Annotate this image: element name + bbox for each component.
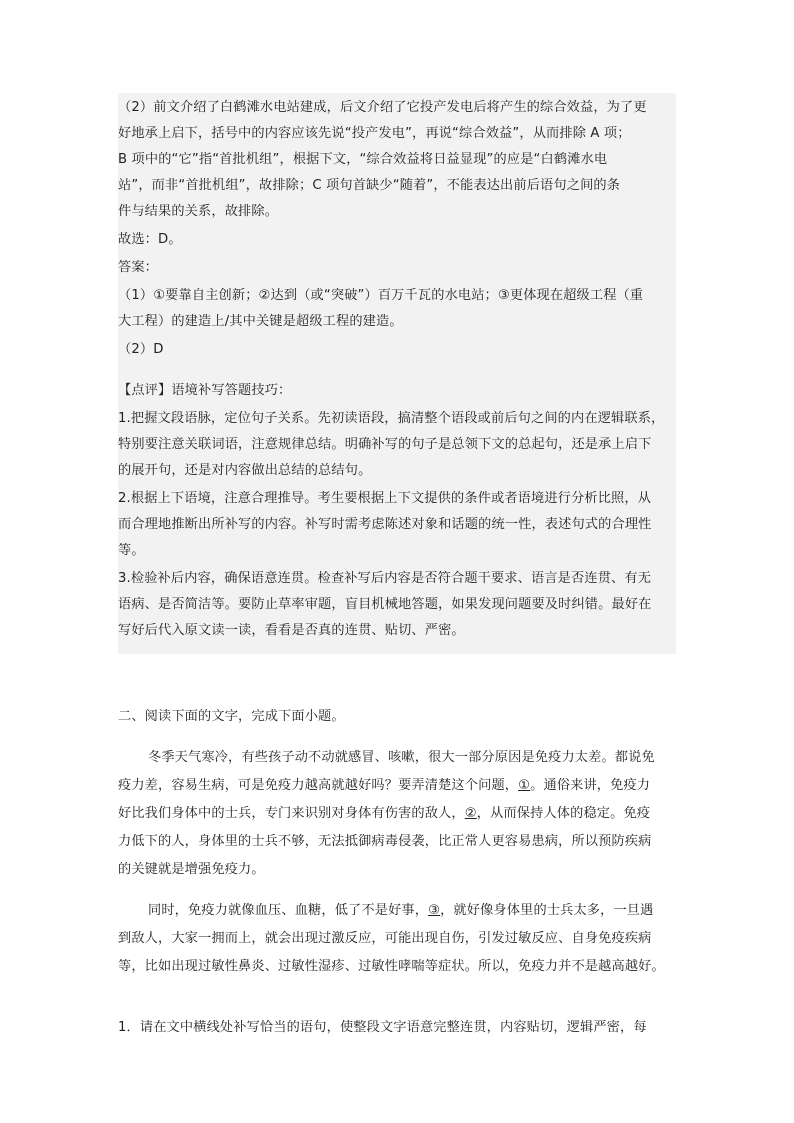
answer-line: 大工程）的建造上/其中关键是超级工程的建造。	[118, 314, 403, 329]
question-1: 1．请在文中横线处补写恰当的语句，使整段文字语意完整连贯，内容贴切，逻辑严密，每	[118, 1020, 647, 1035]
passage-text: ，就好像身体里的士兵太多，一旦遇	[440, 903, 654, 918]
tips-line: 而合理地推断出所补写的内容。补写时需考虑陈述对象和话题的统一性，表述句式的合理性	[118, 517, 652, 532]
blank-marker-1: ①	[518, 778, 531, 793]
passage-line: 的关键就是增强免疫力。	[118, 862, 265, 877]
analysis-line: 好地承上启下，括号中的内容应该先说“投产发电”，再说“综合效益”，从而排除 A 项；	[118, 126, 631, 141]
tips-line: 2.根据上下语境，注意合理推导。考生要根据上下文提供的条件或者语境进行分析比照，从	[118, 491, 652, 506]
passage-line: 到敌人，大家一拥而上，就会出现过激反应，可能出现自伤，引发过敏反应、自身免疫疾病	[118, 931, 652, 946]
passage-line	[148, 898, 653, 924]
passage-line	[118, 801, 650, 827]
passage-line: 力低下的人，身体里的士兵不够，无法抵御病毒侵袭，比正常人更容易患病，所以预防疾病	[118, 834, 652, 849]
answer-line: （2）D	[118, 342, 164, 357]
blank-marker-2: ②	[464, 806, 477, 821]
passage-line	[118, 773, 650, 799]
tips-heading: 【点评】语境补写答题技巧：	[118, 383, 292, 398]
passage-line: 冬季天气寒冷，有些孩子动不动就感冒、咳嗽，很大一部分原因是免疫力太差。都说免	[148, 750, 655, 765]
choice-line: 故选：D。	[118, 232, 182, 247]
passage-line: 等，比如出现过敏性鼻炎、过敏性湿疹、过敏性哮喘等症状。所以，免疫力并不是越高越好。	[118, 959, 665, 974]
passage-text: 疫力差，容易生病，可是免疫力越高就越好吗？要弄清楚这个问题，	[118, 778, 519, 793]
tips-line: 3.检验补后内容，确保语意连贯。检查补写后内容是否符合题干要求、语言是否连贯、有无	[118, 571, 652, 586]
answer-label: 答案：	[118, 260, 159, 275]
answer-line: （1）①要靠自主创新；②达到（或“突破”）百万千瓦的水电站；③更体现在超级工程（重	[118, 288, 644, 303]
passage-text: 好比我们身体中的士兵，专门来识别对身体有伤害的敌人，	[118, 806, 465, 821]
analysis-line: B 项中的“它”指“首批机组”，根据下文，“综合效益将日益显现”的应是“白鹤滩水电	[118, 152, 608, 167]
tips-line: 的展开句，还是对内容做出总结的总结句。	[118, 463, 372, 478]
passage-text: 同时，免疫力就像血压、血糖，低了不是好事，	[148, 903, 429, 918]
analysis-line: 件与结果的关系，故排除。	[118, 204, 279, 219]
analysis-line: 站”，而非“首批机组”，故排除；C 项句首缺少“随着”，不能表达出前后语句之间的条	[118, 178, 621, 193]
passage-text: ，从而保持人体的稳定。免疫	[476, 806, 651, 821]
blank-marker-3: ③	[428, 903, 441, 918]
tips-line: 1.把握文段语脉，定位句子关系。先初读语段，搞清整个语段或前后句之间的内在逻辑联系，	[118, 411, 665, 426]
analysis-line: （2）前文介绍了白鹤滩水电站建成，后文介绍了它投产发电后将产生的综合效益，为了更	[118, 100, 647, 115]
passage-text: 。通俗来讲，免疫力	[530, 778, 651, 793]
tips-line: 语病、是否简洁等。要防止草率审题，盲目机械地答题，如果发现问题要及时纠错。最好在	[118, 597, 652, 612]
tips-line: 特别要注意关联词语，注意规律总结。明确补写的句子是总领下文的总起句，还是承上启下	[118, 437, 652, 452]
tips-line: 写好后代入原文读一读，看看是否真的连贯、贴切、严密。	[118, 623, 465, 638]
tips-line: 等。	[118, 543, 145, 558]
section-heading: 二、阅读下面的文字，完成下面小题。	[118, 709, 345, 724]
